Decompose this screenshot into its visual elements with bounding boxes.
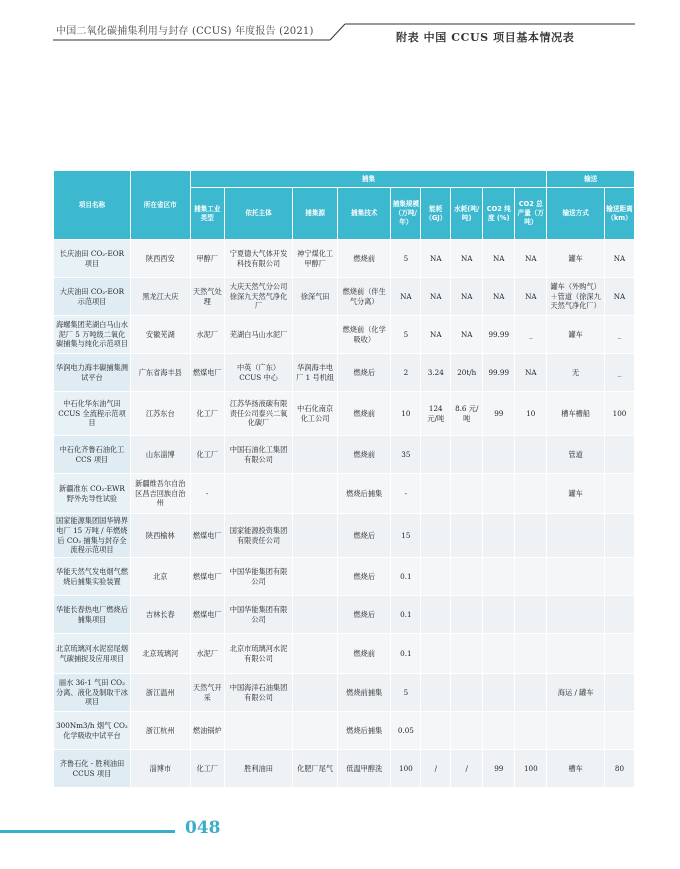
cell-type: 燃煤电厂 [190,354,224,392]
cell-name: 300Nm3/h 烟气 CO₂ 化学吸收中试平台 [54,712,131,750]
table-row [54,278,635,316]
cell-location: 陕西西安 [130,240,190,278]
cell-energy [421,712,451,750]
cell-tech: 燃烧前 [338,240,391,278]
cell-energy [421,474,451,514]
cell-source: 中石化南京化工公司 [293,392,338,436]
cell-owner: 宁夏德大气体开发科技有限公司 [224,240,292,278]
col-header-source: 捕集源 [293,188,338,240]
cell-tech: 燃烧前 [338,436,391,474]
table-row [54,712,635,750]
cell-type: 燃煤电厂 [190,596,224,634]
cell-method: 罐车（外购气）＋管道（徐深九天然气净化厂） [547,278,605,316]
cell-tech: 燃烧后捕集 [338,474,391,514]
cell-type: 燃油锅炉 [190,712,224,750]
cell-type: 天然气开采 [190,674,224,712]
col-header-name: 项目名称 [54,171,131,240]
cell-owner: 芜湖白马山水泥厂 [224,316,292,354]
cell-method: 罐车 [547,240,605,278]
cell-distance: _ [604,316,634,354]
cell-scale: 0.1 [391,634,421,674]
col-header-tech: 捕集技术 [338,188,391,240]
cell-owner: 中国华能集团有限公司 [224,558,292,596]
table-row [54,392,635,436]
cell-method: 槽车槽船 [547,392,605,436]
cell-method: 管道 [547,436,605,474]
cell-distance [604,634,634,674]
cell-owner: 中国石油化工集团有限公司 [224,436,292,474]
col-header-transport-method: 输送方式 [547,188,605,240]
table-row [54,316,635,354]
cell-purity: NA [483,278,515,316]
table-row [54,354,635,392]
cell-energy [421,558,451,596]
cell-owner: 中国海洋石油集团有限公司 [224,674,292,712]
cell-tech: 燃烧后 [338,354,391,392]
cell-method [547,558,605,596]
report-title: 中国二氧化碳捕集利用与封存 (CCUS) 年度报告 (2021) [56,26,314,37]
cell-distance [604,596,634,634]
cell-purity [483,436,515,474]
cell-energy [421,596,451,634]
cell-scale: NA [391,278,421,316]
cell-total [515,634,547,674]
cell-method [547,712,605,750]
cell-tech: 燃烧前（伴生气分离） [338,278,391,316]
cell-purity: NA [483,240,515,278]
cell-purity [483,596,515,634]
cell-energy [421,674,451,712]
cell-scale: 5 [391,674,421,712]
cell-energy: NA [421,316,451,354]
col-header-purity: CO2 纯度 (%) [483,188,515,240]
cell-scale: 100 [391,750,421,788]
cell-purity [483,712,515,750]
cell-name: 中石化华东油气田 CCUS 全流程示范项目 [54,392,131,436]
cell-tech: 燃烧后 [338,596,391,634]
table-row [54,596,635,634]
cell-method [547,596,605,634]
cell-purity: 99 [483,750,515,788]
footer-rule [0,826,680,836]
cell-total: NA [515,278,547,316]
cell-name: 国家能源集团国华锦界电厂 15 万吨 / 年燃烧后 CO₂ 捕集与封存全流程示范项目 [54,514,131,558]
cell-total [515,474,547,514]
cell-type: 化工厂 [190,750,224,788]
cell-energy [421,514,451,558]
cell-purity [483,514,515,558]
cell-source [293,712,338,750]
cell-owner: 中英（广东）CCUS 中心 [224,354,292,392]
cell-scale: 0.1 [391,558,421,596]
cell-water [451,514,483,558]
cell-name: 齐鲁石化 - 胜利油田 CCUS 项目 [54,750,131,788]
cell-type: 化工厂 [190,392,224,436]
cell-method [547,634,605,674]
cell-location: 吉林长春 [130,596,190,634]
cell-location: 新疆维吾尔自治区昌吉回族自治州 [130,474,190,514]
cell-source: 神宁煤化工甲醇厂 [293,240,338,278]
table-row [54,558,635,596]
cell-owner: 胜利油田 [224,750,292,788]
cell-total: _ [515,316,547,354]
cell-total [515,712,547,750]
cell-distance: 80 [604,750,634,788]
cell-water [451,712,483,750]
cell-scale: 0.1 [391,596,421,634]
cell-source [293,634,338,674]
cell-name: 北京琉璃河水泥窑尾烟气碳捕捉及应用项目 [54,634,131,674]
cell-water: 20t/h [451,354,483,392]
cell-total [515,674,547,712]
cell-owner [224,712,292,750]
cell-scale: - [391,474,421,514]
cell-source [293,436,338,474]
cell-source: 徐深气田 [293,278,338,316]
cell-source [293,596,338,634]
cell-total [515,596,547,634]
cell-type: 天然气处理 [190,278,224,316]
cell-name: 新疆准东 CO₂-EWR 野外先导性试验 [54,474,131,514]
cell-water: NA [451,278,483,316]
cell-total: NA [515,240,547,278]
cell-tech: 燃烧前捕集 [338,674,391,712]
cell-purity [483,474,515,514]
cell-water: NA [451,240,483,278]
cell-method: 海运 / 罐车 [547,674,605,712]
cell-distance [604,474,634,514]
cell-location: 浙江杭州 [130,712,190,750]
cell-owner: 大庆天然气分公司徐深九天然气净化厂 [224,278,292,316]
cell-type: 燃煤电厂 [190,514,224,558]
cell-total: NA [515,354,547,392]
cell-source [293,514,338,558]
cell-scale: 10 [391,392,421,436]
cell-source: 化肥厂尾气 [293,750,338,788]
cell-purity: 99.99 [483,354,515,392]
cell-scale: 5 [391,316,421,354]
cell-distance [604,558,634,596]
cell-owner: 北京市琉璃河水泥有限公司 [224,634,292,674]
cell-energy: 124 元/吨 [421,392,451,436]
cell-source [293,674,338,712]
cell-distance: _ [604,354,634,392]
cell-distance: 100 [604,392,634,436]
cell-purity: 99.99 [483,316,515,354]
cell-distance [604,514,634,558]
cell-type: 水泥厂 [190,316,224,354]
cell-name: 华润电力海丰碳捕集测试平台 [54,354,131,392]
cell-distance: NA [604,278,634,316]
cell-energy: / [421,750,451,788]
cell-purity: 99 [483,392,515,436]
cell-method: 无 [547,354,605,392]
cell-method: 罐车 [547,474,605,514]
col-header-owner: 依托主体 [224,188,292,240]
cell-source [293,558,338,596]
table-row [54,750,635,788]
cell-water: NA [451,316,483,354]
cell-distance [604,712,634,750]
cell-water [451,474,483,514]
cell-type: - [190,474,224,514]
cell-name: 华能长春热电厂燃烧后捕集项目 [54,596,131,634]
table-row [54,674,635,712]
cell-method [547,514,605,558]
col-header-distance: 输送距离（km） [604,188,634,240]
cell-type: 化工厂 [190,436,224,474]
cell-name: 丽水 36-1 气田 CO₂ 分离、液化及制取干冰项目 [54,674,131,712]
cell-scale: 0.05 [391,712,421,750]
appendix-title: 附表 中国 CCUS 项目基本情况表 [396,31,575,44]
cell-water [451,596,483,634]
cell-purity [483,558,515,596]
cell-location: 淄博市 [130,750,190,788]
cell-source [293,316,338,354]
table-row [54,436,635,474]
cell-source: 华润海丰电厂 1 号机组 [293,354,338,392]
cell-tech: 燃烧后 [338,558,391,596]
cell-location: 浙江温州 [130,674,190,712]
table-row [54,240,635,278]
cell-total: 10 [515,392,547,436]
cell-name: 大庆油田 CO₂-EOR 示范项目 [54,278,131,316]
cell-tech: 燃烧后 [338,514,391,558]
cell-method: 槽车 [547,750,605,788]
cell-method: 罐车 [547,316,605,354]
cell-source [293,474,338,514]
cell-tech: 燃烧前 [338,392,391,436]
table-row [54,474,635,514]
cell-location: 北京琉璃河 [130,634,190,674]
cell-location: 陕西榆林 [130,514,190,558]
cell-name: 海螺集团芜湖白马山水泥厂 5 万吨级二氧化碳捕集与纯化示范项目 [54,316,131,354]
cell-total: 100 [515,750,547,788]
cell-tech: 燃烧后捕集 [338,712,391,750]
cell-name: 中石化齐鲁石油化工 CCS 项目 [54,436,131,474]
cell-energy: 3.24 [421,354,451,392]
cell-total [515,514,547,558]
cell-owner: 江苏华扬液碳有限责任公司泰兴二氧化碳厂 [224,392,292,436]
cell-tech: 燃烧前 [338,634,391,674]
page-number: 048 [185,818,221,838]
col-header-energy: 能耗（GJ） [421,188,451,240]
cell-distance: NA [604,240,634,278]
cell-type: 甲醇厂 [190,240,224,278]
cell-purity [483,674,515,712]
cell-distance [604,674,634,712]
cell-distance [604,436,634,474]
cell-location: 山东淄博 [130,436,190,474]
cell-water [451,558,483,596]
cell-scale: 35 [391,436,421,474]
cell-owner [224,474,292,514]
group-header-transport: 输送 [547,171,635,188]
cell-owner: 国家能源投资集团有限责任公司 [224,514,292,558]
col-header-location: 所在省区市 [130,171,190,240]
cell-total [515,558,547,596]
cell-type: 燃煤电厂 [190,558,224,596]
cell-location: 广东省海丰县 [130,354,190,392]
cell-water: 8.6 元/吨 [451,392,483,436]
cell-water [451,674,483,712]
group-header-capture: 捕集 [190,171,547,188]
cell-tech: 燃烧前（化学吸收） [338,316,391,354]
cell-water: / [451,750,483,788]
ccus-project-table [53,170,635,788]
col-header-total: CO2 总产量（万吨） [515,188,547,240]
cell-type: 水泥厂 [190,634,224,674]
col-header-water: 水耗(吨/吨) [451,188,483,240]
cell-purity [483,634,515,674]
cell-name: 长庆油田 CO₂-EOR 项目 [54,240,131,278]
cell-tech: 低温甲醇洗 [338,750,391,788]
table-row [54,634,635,674]
cell-energy [421,436,451,474]
cell-energy: NA [421,240,451,278]
cell-water [451,436,483,474]
cell-owner: 中国华能集团有限公司 [224,596,292,634]
col-header-scale: 捕集规模（万吨/年） [391,188,421,240]
col-header-type: 捕集工业类型 [190,188,224,240]
cell-location: 北京 [130,558,190,596]
cell-location: 江苏东台 [130,392,190,436]
table-row [54,514,635,558]
cell-name: 华能天然气发电烟气燃烧后捕集实验装置 [54,558,131,596]
cell-scale: 15 [391,514,421,558]
cell-water [451,634,483,674]
cell-energy [421,634,451,674]
cell-location: 黑龙江大庆 [130,278,190,316]
cell-total [515,436,547,474]
cell-scale: 2 [391,354,421,392]
cell-scale: 5 [391,240,421,278]
cell-energy: NA [421,278,451,316]
cell-location: 安徽芜湖 [130,316,190,354]
